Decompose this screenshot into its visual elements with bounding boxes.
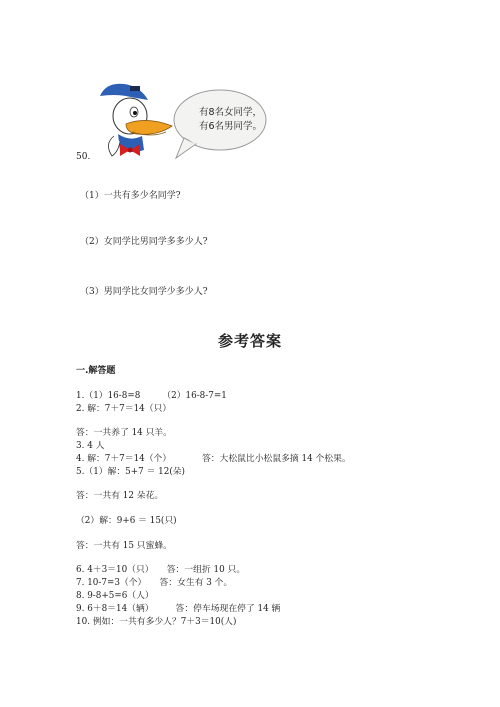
- answer-line: 1.（1）16-8=8 （2）16-8-7=1: [76, 391, 227, 401]
- answer-line: 2. 解：7＋7＝14（只）: [76, 404, 172, 414]
- answer-line: 4. 解：7＋7＝14（个） 答：大松鼠比小松鼠多摘 14 个松果。: [76, 454, 351, 464]
- answer-line: （2）解：9+6 ＝ 15(只): [76, 516, 177, 526]
- answer-line: 10. 例如：一共有多少人？7＋3＝10(人): [76, 617, 237, 627]
- speech-bubble: [174, 90, 266, 158]
- speech-line-2: 有6名男同学。: [199, 121, 263, 132]
- answer-line: 6. 4＋3＝10（只） 答：一组折 10 只。: [76, 565, 246, 575]
- duck-figure: [100, 84, 172, 156]
- answer-line: 5.（1）解：5+7 ＝ 12(朵): [76, 467, 185, 477]
- speech-line-1: 有8名女同学，: [199, 107, 263, 118]
- answer-line: 3. 4 人: [76, 441, 105, 451]
- question-1: （1）一共有多少名同学?: [80, 191, 181, 201]
- question-2: （2）女同学比男同学多多少人?: [80, 237, 208, 247]
- donald-duck-illustration: [96, 80, 268, 172]
- answer-line: 8. 9-8+5=6（人）: [76, 591, 154, 601]
- answer-line: 答：一共有 12 朵花。: [76, 491, 164, 501]
- answer-line: 7. 10-7=3（个） 答：女生有 3 个。: [76, 578, 233, 588]
- question-3: （3）男同学比女同学少多少人?: [80, 287, 208, 297]
- answer-line: 答：一共养了 14 只羊。: [76, 428, 172, 438]
- answer-line: 9. 6＋8＝14（辆） 答：停车场现在停了 14 辆: [76, 604, 281, 614]
- answers-title: 参考答案: [217, 332, 282, 350]
- answer-line: 答：一共有 15 只蜜蜂。: [76, 541, 172, 551]
- section-heading: 一.解答题: [76, 366, 116, 376]
- problem-number: 50.: [76, 152, 91, 162]
